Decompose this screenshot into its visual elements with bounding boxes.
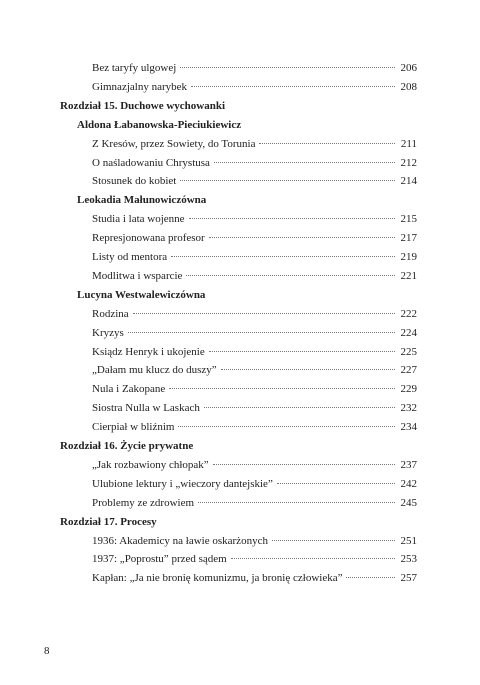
toc-entry-title: Gimnazjalny narybek: [92, 80, 187, 93]
dot-leader: [272, 539, 395, 541]
dot-leader: [169, 387, 395, 389]
toc-entry: [92, 228, 417, 248]
toc-entry: [92, 568, 417, 588]
dot-leader: [204, 406, 395, 408]
toc-entry-title: Cierpiał w bliźnim: [92, 421, 175, 434]
toc-entry-page: 215: [400, 213, 417, 226]
section-heading: [77, 115, 417, 135]
dot-leader: [231, 557, 395, 559]
toc-entry-page: 232: [400, 402, 417, 415]
toc-entry: [92, 304, 417, 324]
toc-entry: [92, 493, 417, 513]
toc-entry-page: 237: [400, 458, 417, 471]
toc-entry: [92, 474, 417, 494]
dot-leader: [198, 501, 395, 503]
toc-entry-title: Problemy ze zdrowiem: [92, 496, 195, 509]
toc-entry: [92, 77, 417, 97]
chapter-heading: [60, 96, 417, 116]
toc-entry-title: O naśladowaniu Chrystusa: [92, 156, 210, 169]
dot-leader: [189, 217, 395, 219]
toc-entry-title: Ulubione lektury i „wieczory dantejskie”: [92, 477, 273, 490]
toc-entry-page: 227: [400, 364, 417, 377]
toc-entry-page: 212: [400, 156, 417, 169]
toc-entry: [92, 379, 417, 399]
heading-title: Rozdział 17. Procesy: [60, 515, 157, 528]
toc-entry: [92, 531, 417, 551]
toc-entry: [92, 342, 417, 362]
toc-entry-title: Z Kresów, przez Sowiety, do Torunia: [92, 137, 256, 150]
dot-leader: [214, 161, 395, 163]
toc-entry-title: 1936: Akademicy na ławie oskarżonych: [92, 534, 268, 547]
toc-entry-page: 219: [400, 251, 417, 263]
dot-leader: [346, 576, 395, 578]
toc-entry-title: Nula i Zakopane: [92, 383, 166, 396]
toc-entry-page: 214: [400, 175, 417, 188]
dot-leader: [213, 463, 395, 465]
page-number: 8: [44, 645, 50, 657]
toc-entry-title: Ksiądz Henryk i ukojenie: [92, 345, 205, 358]
dot-leader: [221, 368, 395, 370]
dot-leader: [180, 66, 395, 68]
heading-title: Rozdział 16. Życie prywatne: [60, 440, 194, 452]
toc-entry-page: 221: [400, 269, 417, 282]
toc-entry-title: Listy od mentora: [92, 251, 168, 263]
toc-entry-title: Rodzina: [92, 307, 129, 320]
toc-entry: [92, 398, 417, 418]
toc-entry: [92, 549, 417, 569]
dot-leader: [128, 331, 395, 333]
dot-leader: [133, 312, 395, 314]
toc-entry-page: 208: [400, 80, 417, 93]
toc-entry-title: Bez taryfy ulgowej: [92, 62, 177, 74]
toc-entry-page: 217: [400, 232, 417, 245]
toc-entry-page: 224: [400, 326, 417, 339]
heading-title: Lucyna Westwalewiczówna: [77, 288, 206, 301]
dot-leader: [186, 274, 395, 276]
toc-entry-page: 253: [400, 553, 417, 566]
toc-entry-page: 225: [400, 345, 417, 358]
toc-entry-page: 229: [400, 383, 417, 396]
toc-entry: [92, 455, 417, 475]
section-heading: [77, 190, 417, 210]
toc-entry-title: Kryzys: [92, 326, 124, 339]
toc-entry-title: 1937: „Poprostu” przed sądem: [92, 553, 227, 566]
toc-entry-page: 251: [400, 534, 417, 547]
toc-entry: [92, 58, 417, 78]
dot-leader: [277, 482, 395, 484]
toc-entry-page: 245: [400, 496, 417, 509]
toc-entry-page: 257: [400, 572, 417, 585]
toc-entry-title: Represjonowana profesor: [92, 232, 205, 245]
dot-leader: [209, 236, 395, 238]
dot-leader: [209, 350, 395, 352]
chapter-heading: [60, 436, 417, 456]
dot-leader: [178, 425, 395, 427]
toc-entry-page: 234: [400, 421, 417, 434]
toc-entry-page: 211: [400, 137, 417, 150]
toc-entry-title: Studia i lata wojenne: [92, 213, 185, 226]
toc-entry: [92, 417, 417, 437]
toc-entry-title: Stosunek do kobiet: [92, 175, 177, 188]
heading-title: Aldona Łabanowska-Pieciukiewicz: [77, 118, 242, 131]
toc-entry: [92, 266, 417, 286]
toc-entry: [92, 323, 417, 343]
toc-entry-title: „Dałam mu klucz do duszy”: [92, 364, 217, 377]
toc-entry: [92, 153, 417, 173]
toc-entry: [92, 360, 417, 380]
toc-entry-page: 242: [400, 477, 417, 490]
toc-entry: [92, 134, 417, 154]
dot-leader: [171, 255, 395, 257]
chapter-heading: [60, 512, 417, 532]
toc-entry-title: Modlitwa i wsparcie: [92, 269, 183, 282]
dot-leader: [180, 179, 395, 181]
toc-entry-page: 222: [400, 307, 417, 320]
toc-entry: [92, 209, 417, 229]
dot-leader: [259, 142, 395, 144]
toc-entry-title: Kapłan: „Ja nie bronię komunizmu, ja bronię człowieka”: [92, 572, 343, 585]
heading-title: Rozdział 15. Duchowe wychowanki: [60, 99, 226, 112]
toc-entry-title: Siostra Nulla w Laskach: [92, 402, 200, 415]
toc-entry: [92, 247, 417, 267]
toc-entry: [92, 171, 417, 191]
dot-leader: [191, 85, 395, 87]
toc-entry-page: 206: [400, 62, 417, 74]
toc-entry-title: „Jak rozbawiony chłopak”: [92, 458, 209, 471]
section-heading: [77, 285, 417, 305]
heading-title: Leokadia Małunowiczówna: [77, 194, 207, 207]
